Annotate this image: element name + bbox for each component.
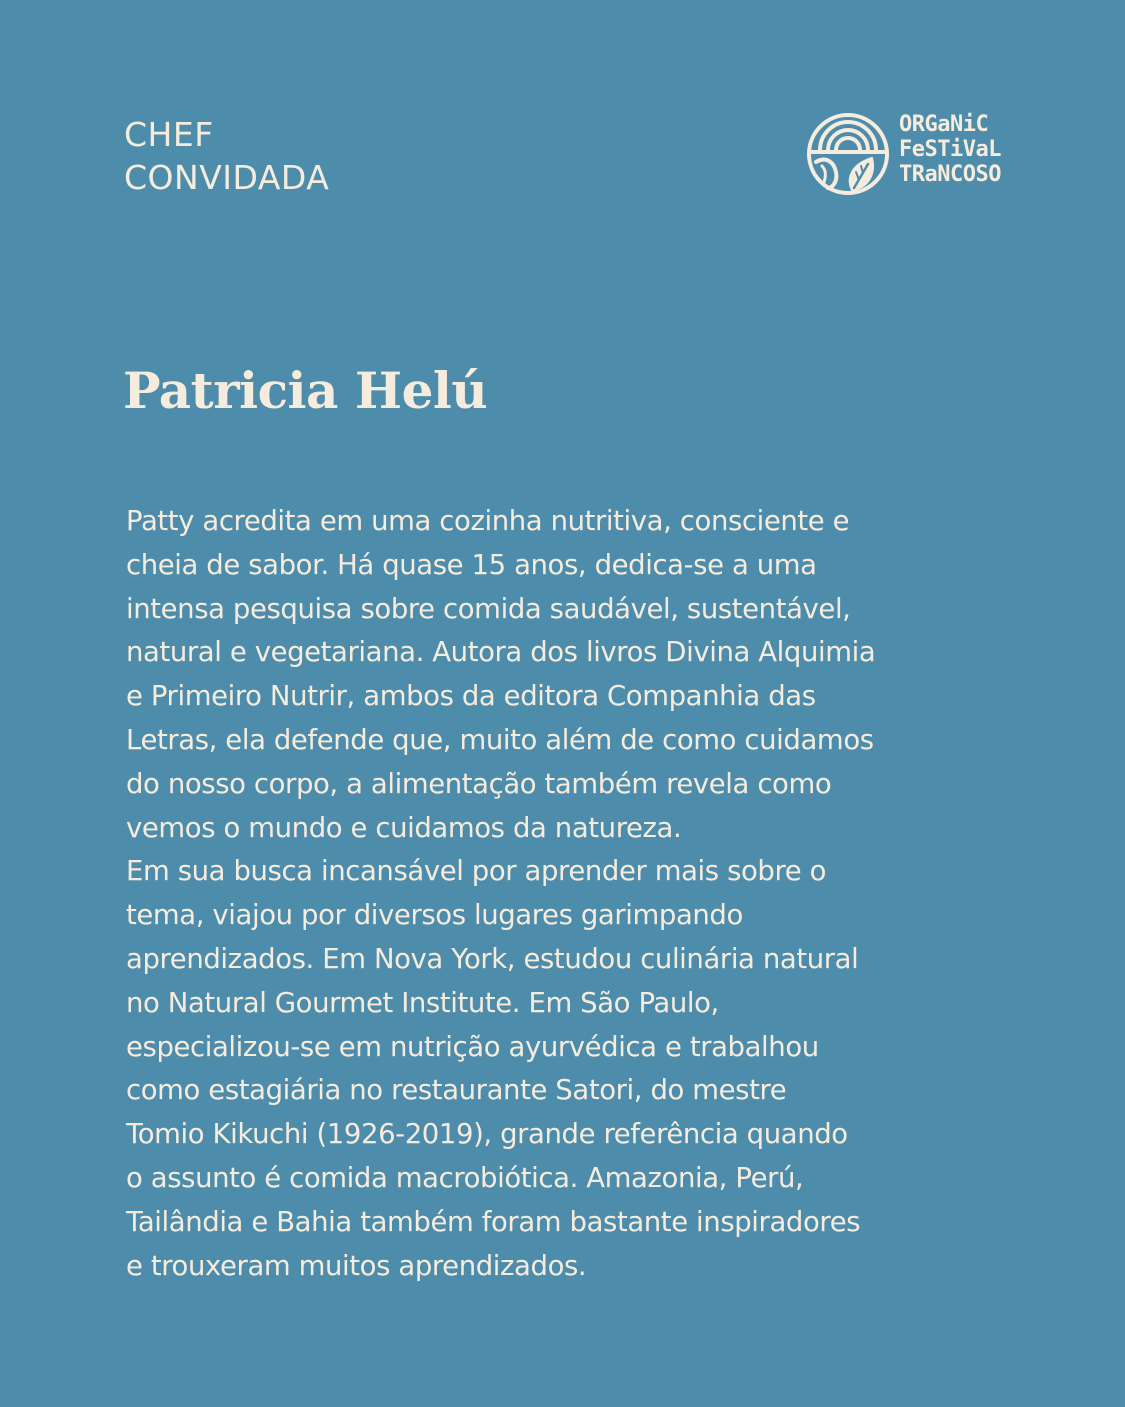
label-line-2: CONVIDADA [124,158,330,197]
guest-chef-label [124,113,329,199]
bio-line: e trouxeram muitos aprendizados. [126,1249,587,1282]
chef-name: Patricia Helú [123,361,488,420]
chef-bio [126,500,996,1288]
logo-line-3: TRaNCOSO [899,162,1001,187]
bio-line: natural e vegetariana. Autora dos livros Divina Alquimia [126,636,876,669]
bio-line: no Natural Gourmet Institute. Em São Paulo, [126,986,719,1019]
bio-line: do nosso corpo, a alimentação também revela como [126,767,832,800]
bio-line: aprendizados. Em Nova York, estudou culinária natural [126,942,859,975]
bio-line: o assunto é comida macrobiótica. Amazonia, Perú, [126,1161,804,1194]
bio-line: Patty acredita em uma cozinha nutritiva, consciente e [126,505,850,537]
bio-line: vemos o mundo e cuidamos da natureza. [126,811,682,844]
organic-festival-logo [806,112,1006,196]
bio-line: Tomio Kikuchi (1926-2019), grande referência quando [126,1118,848,1151]
bio-line: tema, viajou por diversos lugares garimpando [126,899,743,932]
bio-line: Em sua busca incansável por aprender mais sobre o [126,855,827,888]
label-line-1: CHEF [124,115,214,154]
bio-line: e Primeiro Nutrir, ambos da editora Companhia das [126,680,816,713]
organic-festival-emblem-icon [806,112,890,196]
bio-line: cheia de sabor. Há quase 15 anos, dedica-se a uma [126,548,817,581]
logo-wordmark [899,112,1001,187]
logo-line-2: FeSTiVaL [899,137,1001,162]
bio-line: Letras, ela defende que, muito além de como cuidamos [126,723,874,756]
bio-line: intensa pesquisa sobre comida saudável, sustentável, [126,592,851,625]
bio-line: especializou-se em nutrição ayurvédica e trabalhou [126,1030,819,1063]
bio-line: Tailândia e Bahia também foram bastante inspiradores [126,1205,861,1238]
logo-line-1: ORGaNiC [899,112,989,137]
bio-line: como estagiária no restaurante Satori, do mestre [126,1074,787,1107]
